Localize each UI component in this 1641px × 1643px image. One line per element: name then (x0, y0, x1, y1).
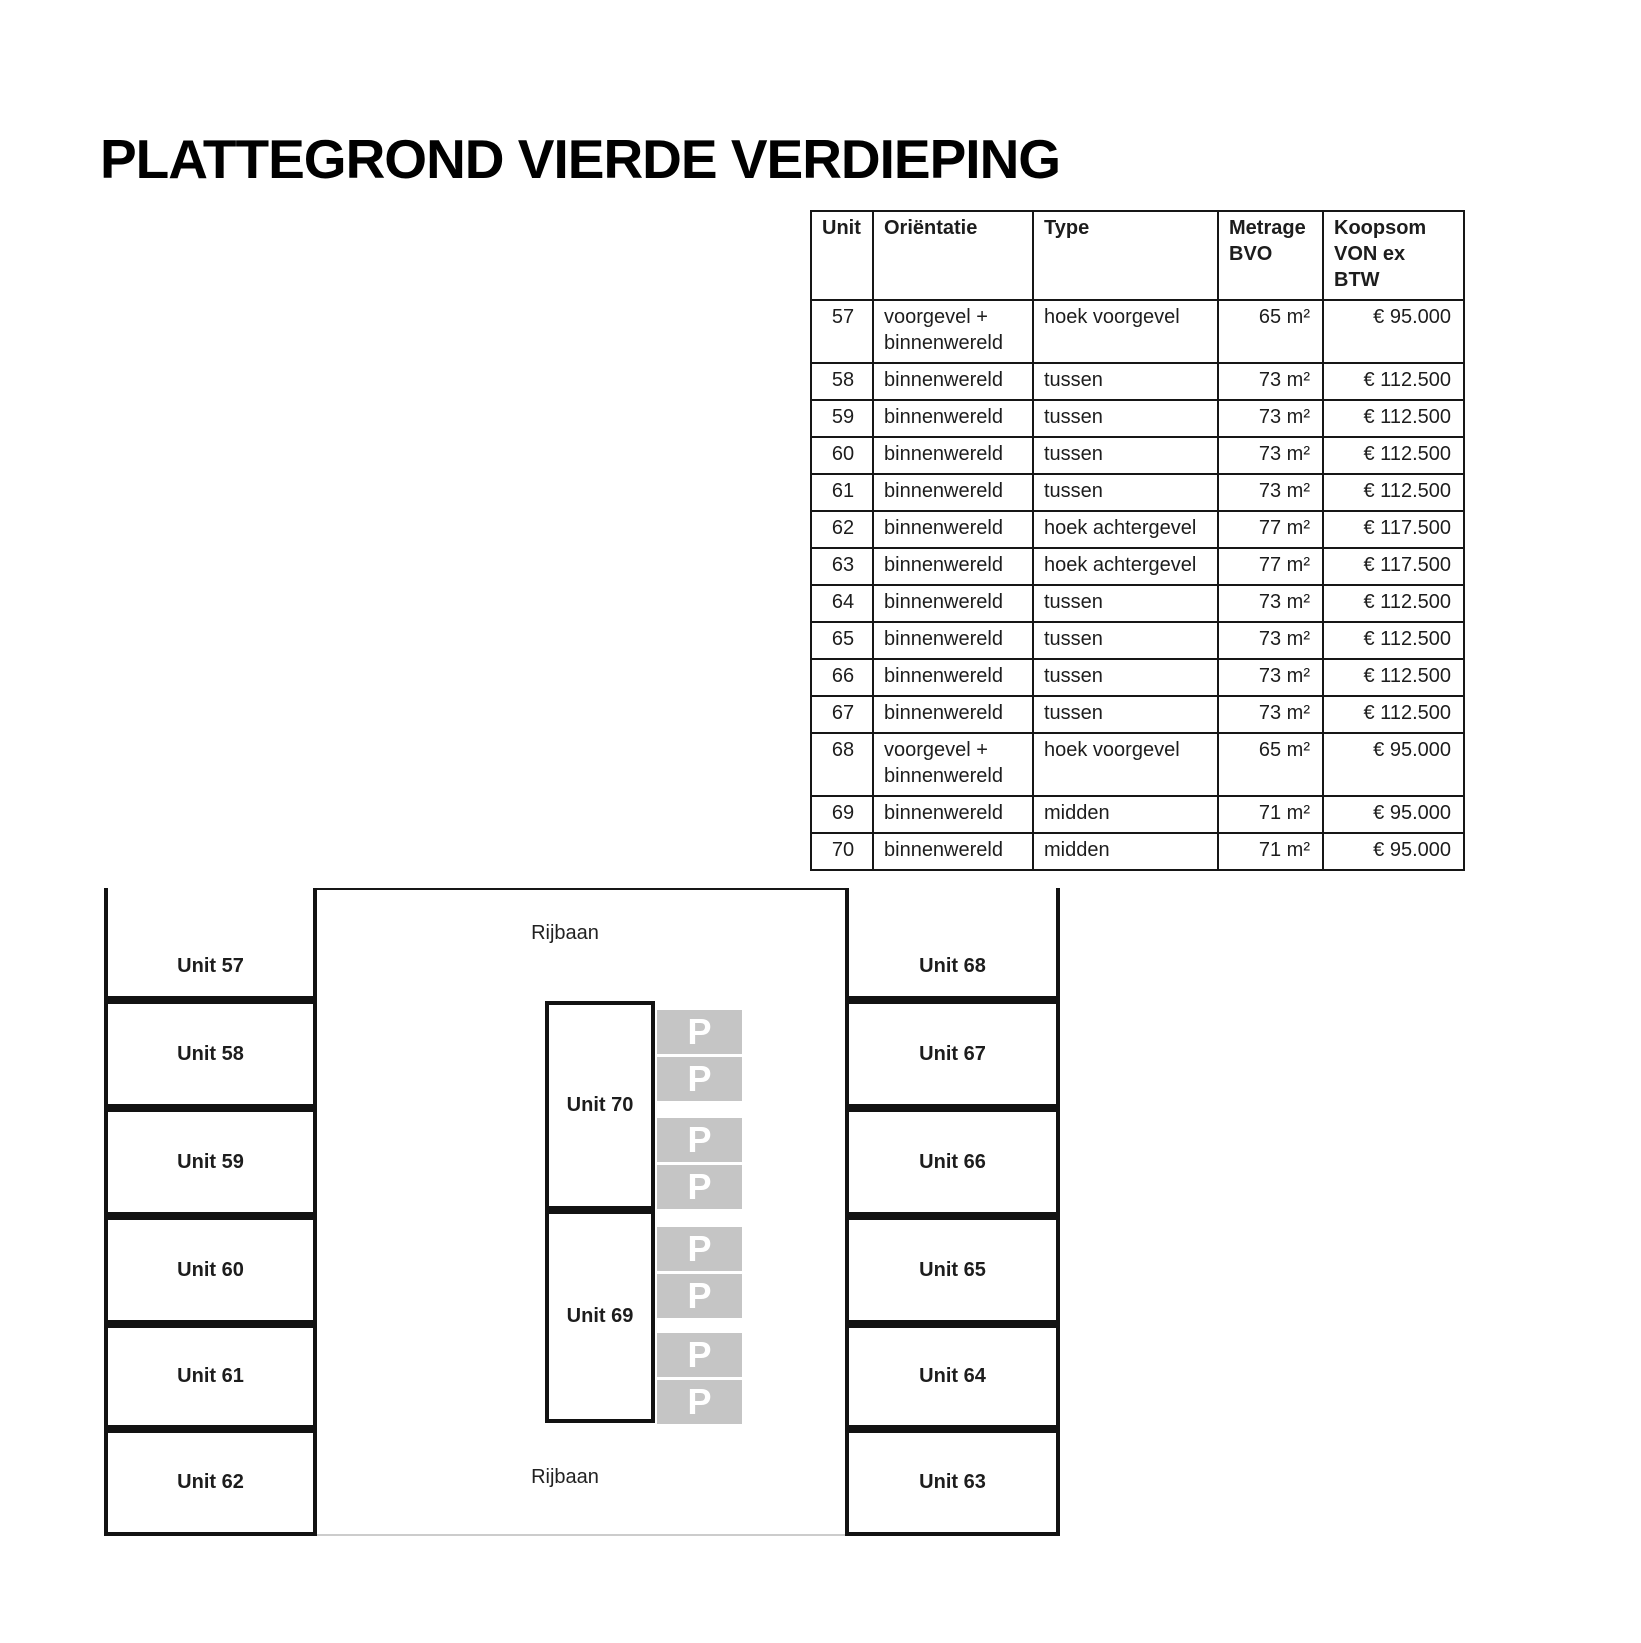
cell-unit: 64 (811, 585, 873, 622)
parking-space (657, 1274, 742, 1318)
cell-orientatie: binnenwereld (873, 548, 1033, 585)
table-row (811, 585, 1464, 622)
cell-metrage: 73 m² (1218, 363, 1323, 400)
unit-box-64: Unit 64 (845, 1324, 1060, 1429)
unit-box-70: Unit 70 (545, 1001, 655, 1210)
cell-type: tussen (1033, 400, 1218, 437)
cell-unit: 69 (811, 796, 873, 833)
cell-koopsom: € 112.500 (1323, 400, 1464, 437)
cell-type: midden (1033, 796, 1218, 833)
unit-box-61: Unit 61 (104, 1324, 317, 1429)
unit-box-58: Unit 58 (104, 1000, 317, 1108)
units-table (810, 210, 1465, 871)
cell-metrage: 71 m² (1218, 796, 1323, 833)
cell-type: tussen (1033, 585, 1218, 622)
cell-type: hoek achtergevel (1033, 511, 1218, 548)
cell-unit: 63 (811, 548, 873, 585)
cell-orientatie: binnenwereld (873, 437, 1033, 474)
cell-metrage: 73 m² (1218, 474, 1323, 511)
cell-metrage: 71 m² (1218, 833, 1323, 870)
cell-metrage: 73 m² (1218, 622, 1323, 659)
header-koopsom-line1: Koopsom (1334, 217, 1427, 239)
rijbaan-label-top: Rijbaan (531, 922, 599, 944)
header-metrage-line2: BVO (1229, 243, 1273, 265)
parking-symbol: P (687, 1334, 712, 1375)
cell-orientatie: binnenwereld (873, 400, 1033, 437)
table-row (811, 833, 1464, 870)
cell-unit: 57 (811, 300, 873, 363)
parking-symbol: P (687, 1166, 712, 1207)
cell-unit: 62 (811, 511, 873, 548)
cell-type: tussen (1033, 474, 1218, 511)
cell-type: midden (1033, 833, 1218, 870)
cell-metrage: 73 m² (1218, 400, 1323, 437)
table-row (811, 696, 1464, 733)
header-koopsom (1323, 211, 1464, 300)
table-row (811, 400, 1464, 437)
parking-symbol: P (687, 1381, 712, 1422)
cell-koopsom: € 95.000 (1323, 833, 1464, 870)
cell-type: tussen (1033, 437, 1218, 474)
table-row (811, 474, 1464, 511)
unit-box-62: Unit 62 (104, 1429, 317, 1536)
cell-orientatie: binnenwereld (873, 833, 1033, 870)
cell-unit: 65 (811, 622, 873, 659)
parking-symbol: P (687, 1228, 712, 1269)
unit-box-57: Unit 57 (104, 888, 317, 1000)
cell-koopsom: € 112.500 (1323, 585, 1464, 622)
table-row (811, 733, 1464, 796)
parking-space (657, 1380, 742, 1424)
table-row (811, 659, 1464, 696)
table-row (811, 622, 1464, 659)
cell-type: tussen (1033, 363, 1218, 400)
cell-metrage: 73 m² (1218, 659, 1323, 696)
cell-type: hoek voorgevel (1033, 733, 1218, 796)
cell-type: tussen (1033, 659, 1218, 696)
cell-type: hoek voorgevel (1033, 300, 1218, 363)
cell-koopsom: € 95.000 (1323, 733, 1464, 796)
cell-unit: 59 (811, 400, 873, 437)
table-row (811, 796, 1464, 833)
cell-orientatie: binnenwereld (873, 585, 1033, 622)
plan-bottom-boundary-line (317, 1534, 845, 1536)
table-row (811, 548, 1464, 585)
cell-orientatie: binnenwereld (873, 363, 1033, 400)
cell-unit: 61 (811, 474, 873, 511)
cell-orientatie: voorgevel + binnenwereld (873, 300, 1033, 363)
cell-type: hoek achtergevel (1033, 548, 1218, 585)
rijbaan-label-bottom: Rijbaan (531, 1466, 599, 1488)
header-orientatie: Oriëntatie (873, 211, 1033, 300)
cell-unit: 68 (811, 733, 873, 796)
cell-koopsom: € 112.500 (1323, 437, 1464, 474)
header-koopsom-line2: VON ex BTW (1334, 243, 1406, 291)
unit-box-67: Unit 67 (845, 1000, 1060, 1108)
cell-type: tussen (1033, 622, 1218, 659)
cell-koopsom: € 112.500 (1323, 622, 1464, 659)
cell-koopsom: € 112.500 (1323, 363, 1464, 400)
unit-box-69: Unit 69 (545, 1210, 655, 1423)
cell-orientatie: binnenwereld (873, 474, 1033, 511)
cell-unit: 60 (811, 437, 873, 474)
unit-box-63: Unit 63 (845, 1429, 1060, 1536)
parking-symbol: P (687, 1058, 712, 1099)
cell-metrage: 73 m² (1218, 437, 1323, 474)
page-title: PLATTEGROND VIERDE VERDIEPING (100, 127, 1061, 190)
parking-symbol: P (687, 1011, 712, 1052)
cell-unit: 66 (811, 659, 873, 696)
cell-koopsom: € 117.500 (1323, 511, 1464, 548)
cell-type: tussen (1033, 696, 1218, 733)
unit-box-66: Unit 66 (845, 1108, 1060, 1216)
parking-symbol: P (687, 1275, 712, 1316)
unit-box-68: Unit 68 (845, 888, 1060, 1000)
header-metrage (1218, 211, 1323, 300)
cell-orientatie: binnenwereld (873, 511, 1033, 548)
parking-space (657, 1333, 742, 1377)
table-row (811, 363, 1464, 400)
parking-space (657, 1227, 742, 1271)
cell-metrage: 65 m² (1218, 733, 1323, 796)
cell-koopsom: € 112.500 (1323, 474, 1464, 511)
header-unit: Unit (811, 211, 873, 300)
table-row (811, 300, 1464, 363)
cell-unit: 67 (811, 696, 873, 733)
unit-box-60: Unit 60 (104, 1216, 317, 1324)
cell-koopsom: € 95.000 (1323, 300, 1464, 363)
parking-space (657, 1118, 742, 1162)
table-row (811, 511, 1464, 548)
cell-koopsom: € 112.500 (1323, 696, 1464, 733)
cell-metrage: 73 m² (1218, 696, 1323, 733)
cell-koopsom: € 95.000 (1323, 796, 1464, 833)
cell-koopsom: € 112.500 (1323, 659, 1464, 696)
header-metrage-line1: Metrage (1229, 217, 1306, 239)
cell-orientatie: binnenwereld (873, 659, 1033, 696)
cell-orientatie: binnenwereld (873, 696, 1033, 733)
cell-unit: 70 (811, 833, 873, 870)
cell-metrage: 73 m² (1218, 585, 1323, 622)
cell-orientatie: voorgevel + binnenwereld (873, 733, 1033, 796)
cell-metrage: 77 m² (1218, 511, 1323, 548)
parking-space (657, 1165, 742, 1209)
cell-orientatie: binnenwereld (873, 622, 1033, 659)
unit-box-59: Unit 59 (104, 1108, 317, 1216)
cell-orientatie: binnenwereld (873, 796, 1033, 833)
parking-space (657, 1010, 742, 1054)
cell-unit: 58 (811, 363, 873, 400)
cell-metrage: 65 m² (1218, 300, 1323, 363)
cell-metrage: 77 m² (1218, 548, 1323, 585)
parking-symbol: P (687, 1119, 712, 1160)
header-type: Type (1033, 211, 1218, 300)
table-row (811, 437, 1464, 474)
cell-koopsom: € 117.500 (1323, 548, 1464, 585)
table-header-row (811, 211, 1464, 300)
unit-box-65: Unit 65 (845, 1216, 1060, 1324)
parking-space (657, 1057, 742, 1101)
